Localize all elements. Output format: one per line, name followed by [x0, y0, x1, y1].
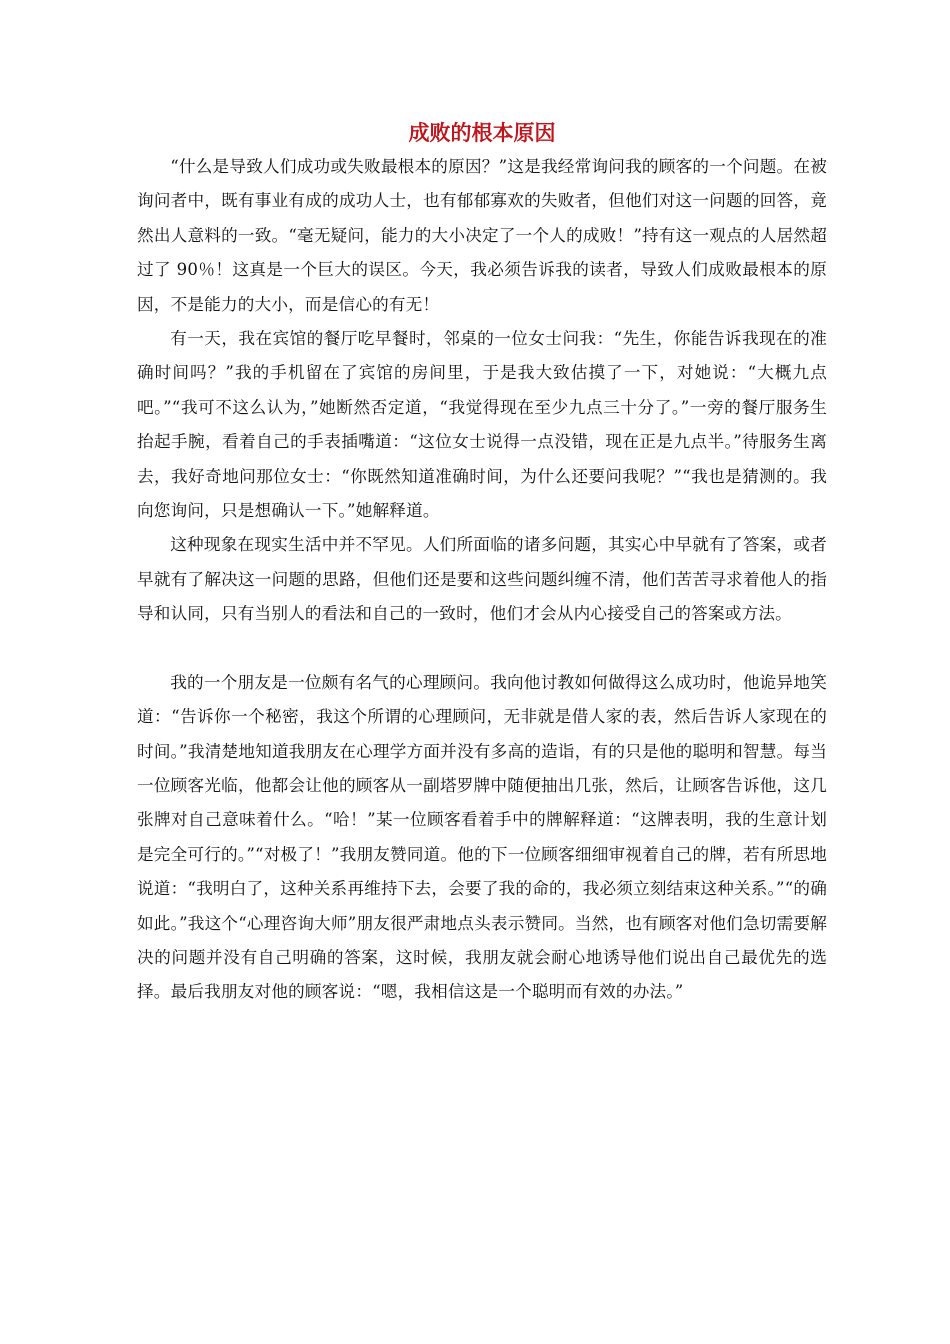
paragraph-1: “什么是导致人们成功或失败最根本的原因？”这是我经常询问我的顾客的一个问题。在被询问者中，既有事业有成的成功人士，也有郁郁寡欢的失败者，但他们对这一问题的回答，竟然出人意料的一致。“毫无疑问，能力的大小决定了一个人的成败！”持有这一观点的人居然超过了 90％！这真是一个巨大的误区。今天，我必须告诉我的读者，导致人们成败最根本的原因，不是能力的大小，而是信心的有无！	[137, 157, 827, 314]
paragraph-2: 有一天，我在宾馆的餐厅吃早餐时，邻桌的一位女士问我：“先生，你能告诉我现在的准确时间吗？”我的手机留在了宾馆的房间里，于是我大致估摸了一下，对她说：“大概九点吧。”“我可不这么认为，”她断然否定道，“我觉得现在至少九点三十分了。”一旁的餐厅服务生抬起手腕，看着自己的手表插嘴道：“这位女士说得一点没错，现在正是九点半。”待服务生离去，我好奇地问那位女士：“你既然知道准确时间，为什么还要问我呢？”“我也是猜测的。我向您询问，只是想确认一下。”她解释道。	[137, 329, 827, 521]
paragraph-4: 我的一个朋友是一位颇有名气的心理顾问。我向他讨教如何做得这么成功时，他诡异地笑道：“告诉你一个秘密，我这个所谓的心理顾问，无非就是借人家的表，然后告诉人家现在的时间。”我清楚地知道我朋友在心理学方面并没有多高的造诣，有的只是他的聪明和智慧。每当一位顾客光临，他都会让他的顾客从一副塔罗牌中随便抽出几张，然后，让顾客告诉他，这几张牌对自己意味着什么。“哈！”某一位顾客看着手中的牌解释道：“这牌表明，我的生意计划是完全可行的。”“对极了！”我朋友赞同道。他的下一位顾客细细审视着自己的牌，若有所思地说道：“我明白了，这种关系再维持下去，会要了我的命的，我必须立刻结束这种关系。”“的确如此。”我这个“心理咨询大师”朋友很严肃地点头表示赞同。当然，也有顾客对他们急切需要解决的问题并没有自己明确的答案，这时候，我朋友就会耐心地诱导他们说出自己最优先的选择。最后我朋友对他的顾客说：“嗯，我相信这是一个聪明而有效的办法。”	[137, 672, 827, 1002]
paragraph-3: 这种现象在现实生活中并不罕见。人们所面临的诸多问题，其实心中早就有了答案，或者早就有了解决这一问题的思路，但他们还是要和这些问题纠缠不清，他们苦苦寻求着他人的指导和认同，只有当别人的看法和自己的一致时，他们才会从内心接受自己的答案或方法。	[137, 535, 827, 624]
paragraph-gap	[137, 632, 827, 666]
document-page	[137, 118, 827, 1010]
document-title: 成败的根本原因	[408, 121, 556, 145]
